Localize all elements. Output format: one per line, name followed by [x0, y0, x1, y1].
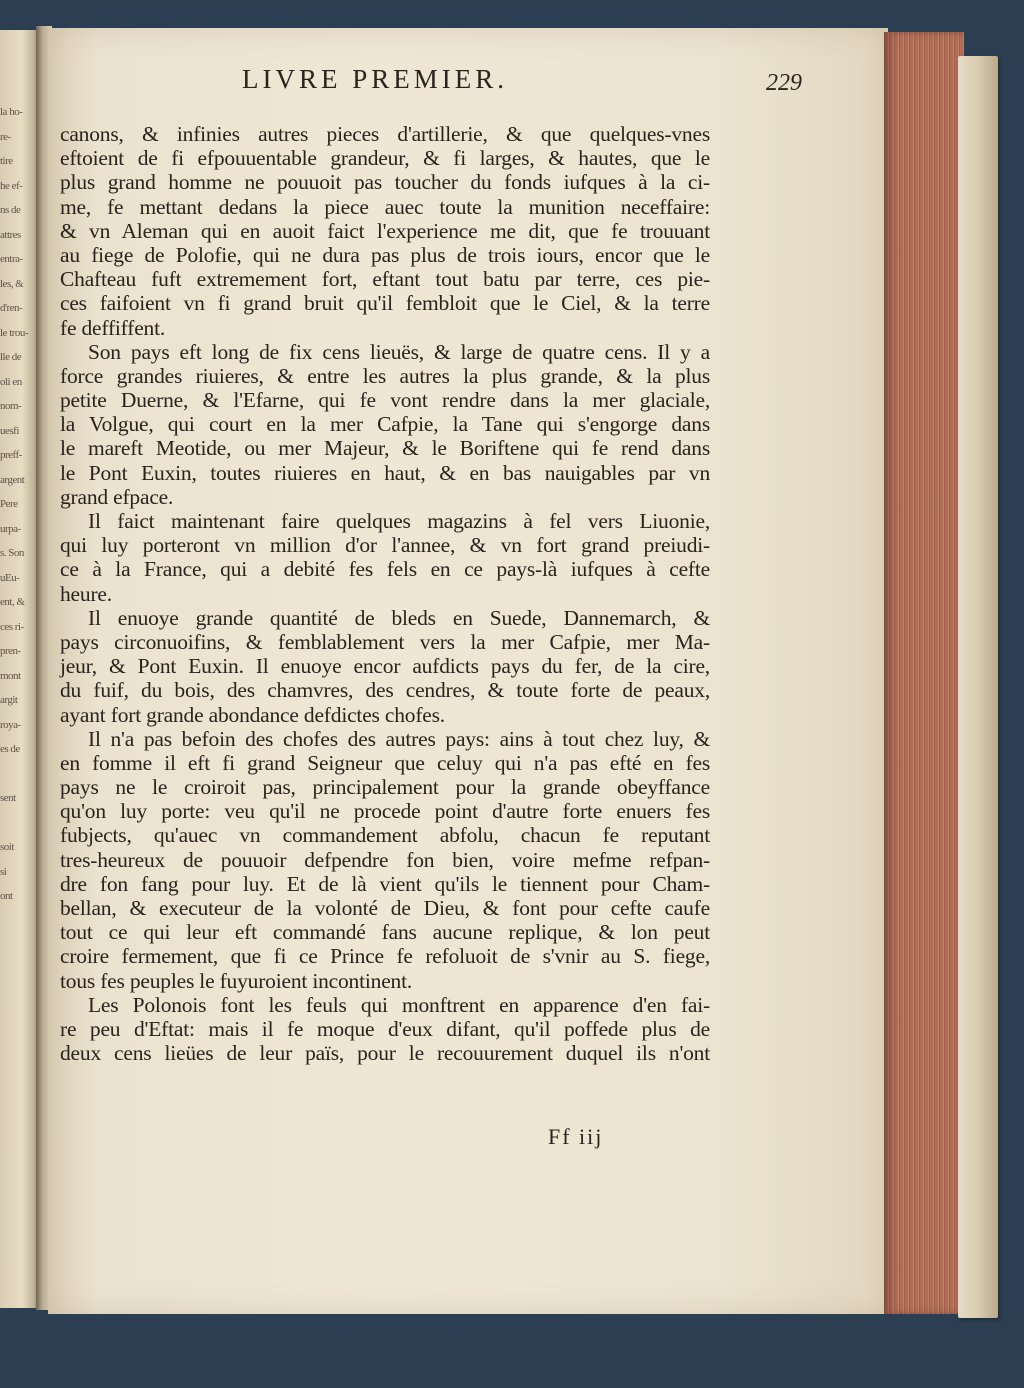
text-line: Chafteau fuft extremement fort, eftant tout batu par terre, ces pie- [60, 267, 710, 292]
text-line: le Pont Euxin, toutes riuieres en haut, & en bas nauigables par vn [60, 460, 710, 485]
text-line: heure. [60, 581, 112, 606]
text-line: tous fes peuples le fuyuroient incontinent. [60, 968, 413, 993]
text-line: pays circonuoifins, & femblablement vers la mer Cafpie, mer Ma- [60, 629, 710, 654]
text-line: me, fe mettant dedans la piece auec toute la munition neceffaire: [60, 194, 710, 219]
page-header [48, 64, 840, 104]
text-line: Il faict maintenant faire quelques magazins à fel vers Liuonie, [88, 509, 710, 533]
signature-mark: Ff iij [548, 1124, 604, 1149]
text-line: la Volgue, qui court en la mer Cafpie, la Tane qui s'engorge dans [60, 412, 710, 437]
text-line: Les Polonois font les feuls qui monftrent en apparence d'en fai- [88, 992, 710, 1017]
text-line: jeur, & Pont Euxin. Il enuoye encor aufdicts pays du fer, de la cire, [60, 654, 710, 679]
text-line: qui luy porteront vn million d'or l'annee, & vn fort grand preiudi- [60, 533, 710, 558]
text-line: & vn Aleman qui en auoit faict l'experience me dit, que fe trouuant [60, 218, 710, 243]
text-line: le mareft Meotide, ou mer Majeur, & le Boriftene qui fe rend dans [60, 436, 710, 461]
text-line: fe deffiffent. [60, 315, 166, 340]
text-line: Son pays eft long de fix cens lieuës, & large de quatre cens. Il y a [88, 339, 710, 364]
text-line: qu'on luy porte: veu qu'il ne procede point d'autre forte enuers fes [60, 799, 710, 824]
text-line: pays ne le croiroit pas, principalement pour la grande obeyffance [60, 775, 710, 800]
text-line: en fomme il eft fi grand Seigneur que celuy qui n'a pas efté en fes [60, 750, 710, 775]
left-page-edge-text: la ho- re- tire he ef- ns de attres entra- les, & d'ren- le trou- lle de oli en nom- uesfi preff- argent Pere urpa- s. Son uEu- ent, & ces ri- pren- mont argit roya- es de sent soit si ont [0, 106, 29, 902]
text-line: canons, & infinies autres pieces d'artillerie, & que quelques-vnes [60, 122, 710, 146]
text-line: au fiege de Polofie, qui ne dura pas plus de trois iours, encor que le [60, 242, 710, 267]
body-text [60, 122, 710, 1065]
text-line: dre fon fang pour luy. Et de là vient qu'ils le tiennent pour Cham- [60, 871, 710, 896]
text-line: ce à la France, qui a debité fes fels en ce pays-là iufques à cefte [60, 557, 710, 582]
text-line: plus grand homme ne pouuoit pas toucher du fonds iufques à la ci- [60, 170, 710, 195]
text-line: ayant fort grande abondance defdictes chofes. [60, 702, 445, 727]
text-line: du fuif, du bois, des chamvres, des cendres, & toute forte de peaux, [60, 678, 710, 703]
text-line: eftoient de fi efpouuentable grandeur, & fi larges, & hautes, que le [60, 146, 710, 171]
text-line: tres-heureux de pouuoir defpendre fon bien, voire mefme refpan- [60, 847, 710, 872]
text-line: croire fermement, que fi ce Prince fe refoluoit de s'vnir au S. fiege, [60, 944, 710, 969]
page-number: 229 [766, 70, 802, 96]
running-title: LIVRE PREMIER. [242, 64, 509, 94]
text-line: force grandes riuieres, & entre les autres la plus grande, & la plus [60, 363, 710, 388]
left-page-edge [0, 30, 40, 1308]
book-cover-edge [958, 56, 998, 1318]
text-line: grand efpace. [60, 484, 174, 509]
text-line: Il enuoye grande quantité de bleds en Suede, Dannemarch, & [88, 605, 710, 630]
page-fore-edge [884, 32, 964, 1314]
text-line: ces faifoient vn fi grand bruit qu'il fembloit que le Ciel, & la terre [60, 291, 710, 316]
text-line: tout ce qui leur eft commandé fans aucune replique, & lon peut [60, 920, 710, 945]
text-line: petite Duerne, & l'Efarne, qui fe vont rendre dans la mer glaciale, [60, 388, 710, 413]
text-line: fubjects, qu'auec vn commandement abfolu, chacun fe reputant [60, 823, 710, 848]
text-line: re peu d'Eftat: mais il fe moque d'eux difant, qu'il poffede plus de [60, 1016, 710, 1041]
text-line: Il n'a pas befoin des chofes des autres pays: ains à tout chez luy, & [88, 726, 710, 751]
text-line: deux cens lieües de leur païs, pour le recouurement duquel ils n'ont [60, 1041, 710, 1066]
text-line: bellan, & executeur de la volonté de Dieu, & font pour cefte caufe [60, 896, 710, 920]
